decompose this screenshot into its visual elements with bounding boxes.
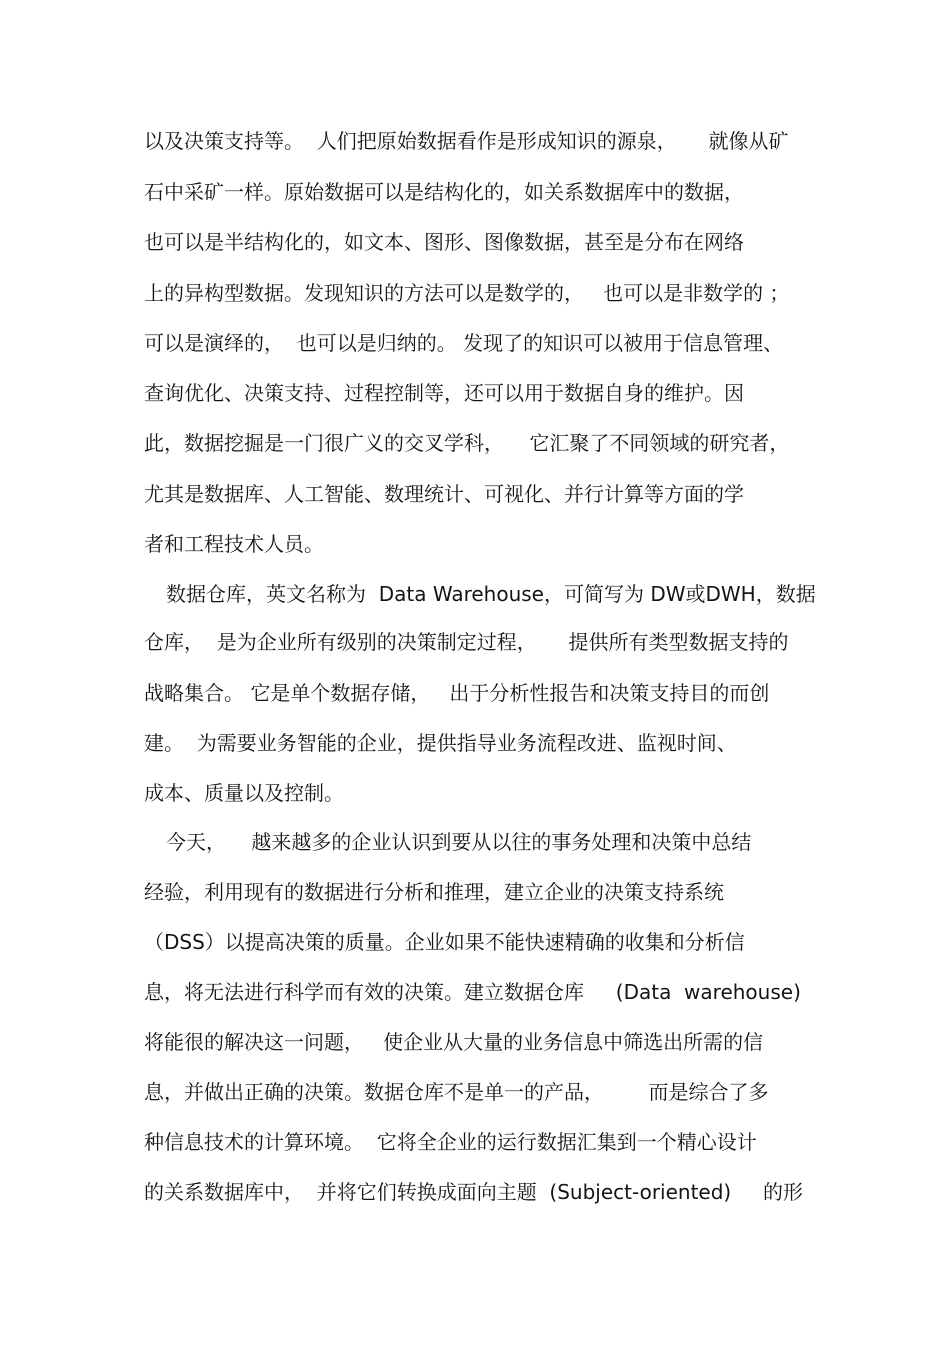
- text-line-1: 以及决策支持等。 人们把原始数据看作是形成知识的源泉， 就像从矿: [144, 129, 789, 153]
- text-line-14: 成本、质量以及控制。: [144, 781, 344, 805]
- text-line-11: 仓库， 是为企业所有级别的决策制定过程， 提供所有类型数据支持的: [144, 630, 789, 654]
- text-line-4: 上的异构型数据。发现知识的方法可以是数学的， 也可以是非数学的 ；: [144, 281, 790, 305]
- text-line-21: 种信息技术的计算环境。 它将全企业的运行数据汇集到一个精心设计: [144, 1130, 757, 1154]
- paragraph-2-line-1: 数据仓库，英文名称为 Data Warehouse，可简写为 DW或DWH，数据: [166, 582, 816, 606]
- text-line-20: 息，并做出正确的决策。数据仓库不是单一的产品， 而是综合了多: [144, 1080, 769, 1104]
- text-line-2: 石中采矿一样。原始数据可以是结构化的，如关系数据库中的数据，: [144, 180, 744, 204]
- text-line-8: 尤其是数据库、人工智能、数理统计、可视化、并行计算等方面的学: [144, 482, 744, 506]
- paragraph-3-line-1: 今天， 越来越多的企业认识到要从以往的事务处理和决策中总结: [166, 830, 752, 854]
- text-line-7: 此，数据挖掘是一门很广义的交叉学科， 它汇聚了不同领域的研究者，: [144, 431, 790, 455]
- text-line-17: （DSS）以提高决策的质量。企业如果不能快速精确的收集和分析信: [144, 930, 745, 954]
- text-line-16: 经验，利用现有的数据进行分析和推理，建立企业的决策支持系统: [144, 880, 724, 904]
- text-line-6: 查询优化、决策支持、过程控制等，还可以用于数据自身的维护。因: [144, 381, 744, 405]
- text-line-18: 息，将无法进行科学而有效的决策。建立数据仓库 (Data warehouse): [144, 980, 801, 1004]
- text-line-5: 可以是演绎的， 也可以是归纳的。 发现了的知识可以被用于信息管理、: [144, 331, 784, 355]
- text-line-3: 也可以是半结构化的，如文本、图形、图像数据，甚至是分布在网络: [144, 230, 744, 254]
- text-line-19: 将能很的解决这一问题， 使企业从大量的业务信息中筛选出所需的信: [144, 1030, 764, 1054]
- text-line-22: 的关系数据库中， 并将它们转换成面向主题 (Subject-oriented) 的形: [144, 1180, 804, 1204]
- text-line-13: 建。 为需要业务智能的企业，提供指导业务流程改进、监视时间、: [144, 731, 737, 755]
- text-line-12: 战略集合。 它是单个数据存储， 出于分析性报告和决策支持目的而创: [144, 681, 770, 705]
- text-line-9: 者和工程技术人员。: [144, 532, 324, 556]
